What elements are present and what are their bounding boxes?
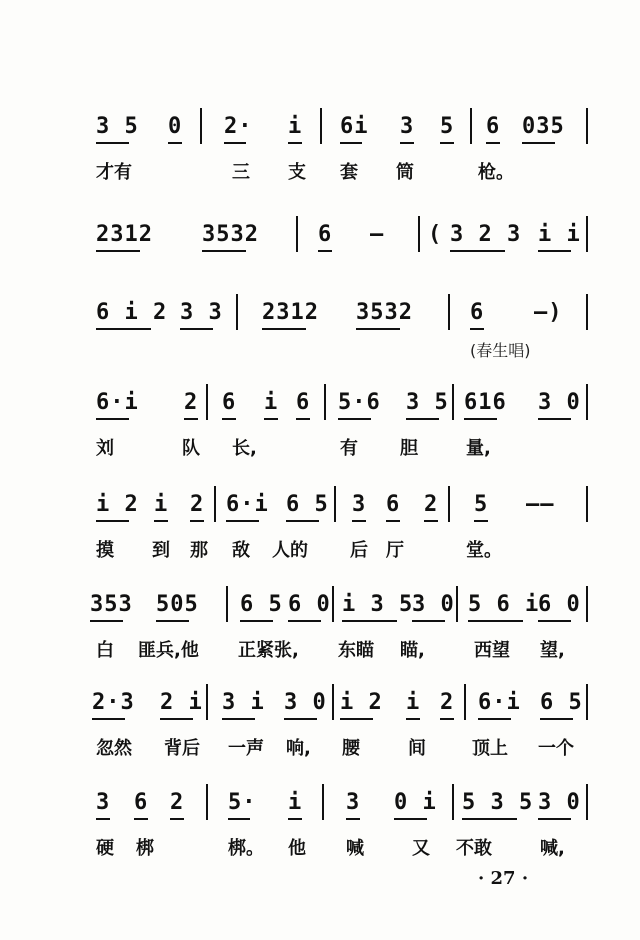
duration-underline bbox=[356, 328, 400, 330]
lyric-syllable: 一声 bbox=[228, 738, 264, 759]
lyrics-line bbox=[0, 434, 640, 462]
bar-line bbox=[226, 586, 228, 622]
notation-line bbox=[0, 676, 640, 722]
lyric-syllable: 摸 bbox=[96, 540, 114, 561]
bar-line bbox=[332, 586, 334, 622]
note-group: 6·i bbox=[478, 690, 521, 715]
note-group: 6 0 bbox=[288, 592, 331, 617]
duration-underline bbox=[170, 818, 184, 820]
lyric-syllable: 敌 bbox=[232, 540, 250, 561]
lyric-syllable: 间 bbox=[408, 738, 426, 759]
duration-underline bbox=[284, 718, 317, 720]
lyrics-line bbox=[0, 536, 640, 564]
note-group: 3532 bbox=[356, 300, 413, 325]
duration-underline bbox=[222, 718, 255, 720]
duration-underline bbox=[202, 250, 246, 252]
duration-underline bbox=[464, 418, 497, 420]
duration-underline bbox=[400, 142, 414, 144]
duration-underline bbox=[440, 142, 454, 144]
lyric-syllable: 三 bbox=[232, 162, 250, 183]
bar-line bbox=[456, 586, 458, 622]
lyric-syllable: 硬 bbox=[96, 838, 114, 859]
bar-line bbox=[332, 684, 334, 720]
note-group: — bbox=[370, 222, 385, 247]
note-group: i bbox=[288, 114, 303, 139]
lyric-syllable: 白 bbox=[96, 640, 114, 661]
duration-underline bbox=[474, 520, 488, 522]
bar-line bbox=[464, 684, 466, 720]
bar-line bbox=[418, 216, 420, 252]
duration-underline bbox=[406, 718, 420, 720]
bar-line bbox=[322, 784, 324, 820]
duration-underline bbox=[412, 620, 445, 622]
bar-line bbox=[448, 294, 450, 330]
duration-underline bbox=[340, 718, 373, 720]
lyric-syllable: 瞄, bbox=[400, 640, 425, 661]
note-group: 2 bbox=[184, 390, 199, 415]
lyric-syllable: 胆 bbox=[400, 438, 418, 459]
duration-underline bbox=[262, 328, 306, 330]
duration-underline bbox=[90, 620, 123, 622]
duration-underline bbox=[538, 250, 571, 252]
duration-underline bbox=[96, 250, 140, 252]
lyric-syllable: 忽然 bbox=[96, 738, 132, 759]
singer-note: (春生唱) bbox=[470, 341, 531, 360]
lyric-syllable: 到 bbox=[152, 540, 170, 561]
lyric-syllable: 顶上 bbox=[472, 738, 508, 759]
note-group: 5 bbox=[440, 114, 455, 139]
note-group: i bbox=[406, 690, 421, 715]
bar-line bbox=[586, 108, 588, 144]
duration-underline bbox=[424, 520, 438, 522]
note-group: 2 bbox=[190, 492, 205, 517]
note-group: 353 bbox=[90, 592, 133, 617]
note-group: 2 bbox=[440, 690, 455, 715]
bar-line bbox=[470, 108, 472, 144]
note-group: 3 bbox=[96, 790, 111, 815]
note-group: 6 bbox=[486, 114, 501, 139]
bar-line bbox=[586, 586, 588, 622]
notation-line bbox=[0, 100, 640, 146]
bar-line bbox=[206, 784, 208, 820]
note-group: —— bbox=[526, 492, 555, 517]
notation-line bbox=[0, 376, 640, 422]
notation-line bbox=[0, 578, 640, 624]
duration-underline bbox=[156, 620, 189, 622]
duration-underline bbox=[228, 818, 250, 820]
lyrics-line bbox=[0, 834, 640, 862]
duration-underline bbox=[96, 328, 151, 330]
note-group: 2·3 bbox=[92, 690, 135, 715]
duration-underline bbox=[340, 142, 362, 144]
lyric-syllable: 支 bbox=[288, 162, 306, 183]
duration-underline bbox=[538, 818, 571, 820]
duration-underline bbox=[450, 250, 505, 252]
duration-underline bbox=[440, 718, 454, 720]
note-group: 6·i bbox=[226, 492, 269, 517]
note-group: —) bbox=[534, 300, 563, 325]
note-group: 6i bbox=[340, 114, 369, 139]
note-group: 5· bbox=[228, 790, 257, 815]
note-group: ( bbox=[428, 222, 443, 247]
duration-underline bbox=[394, 818, 427, 820]
bar-line bbox=[296, 216, 298, 252]
duration-underline bbox=[190, 520, 204, 522]
duration-underline bbox=[288, 818, 302, 820]
duration-underline bbox=[478, 718, 511, 720]
note-group: 6 bbox=[222, 390, 237, 415]
note-group: 2 bbox=[170, 790, 185, 815]
duration-underline bbox=[522, 142, 555, 144]
note-group: 6 bbox=[134, 790, 149, 815]
lyric-syllable: 套 bbox=[340, 162, 358, 183]
duration-underline bbox=[264, 418, 278, 420]
lyric-syllable: 一个 bbox=[538, 738, 574, 759]
duration-underline bbox=[180, 328, 213, 330]
bar-line bbox=[452, 784, 454, 820]
duration-underline bbox=[468, 620, 523, 622]
note-group: i 3 5 bbox=[342, 592, 414, 617]
note-group: 505 bbox=[156, 592, 199, 617]
duration-underline bbox=[224, 142, 246, 144]
lyric-syllable: 有 bbox=[340, 438, 358, 459]
bar-line bbox=[586, 384, 588, 420]
notation-line bbox=[0, 208, 640, 254]
note-group: 3 2 3 bbox=[450, 222, 522, 247]
note-group: 6 bbox=[296, 390, 311, 415]
lyric-syllable: 正紧张, bbox=[238, 640, 299, 661]
note-group: 0 i bbox=[394, 790, 437, 815]
duration-underline bbox=[288, 620, 321, 622]
duration-underline bbox=[406, 418, 439, 420]
duration-underline bbox=[96, 818, 110, 820]
duration-underline bbox=[96, 142, 129, 144]
lyric-syllable: 东瞄 bbox=[338, 640, 374, 661]
note-group: 3 bbox=[352, 492, 367, 517]
note-group: 3 0 bbox=[412, 592, 455, 617]
note-group: 6 5 bbox=[540, 690, 583, 715]
lyric-syllable: 响, bbox=[286, 738, 311, 759]
note-group: 3 0 bbox=[538, 390, 581, 415]
note-group: 3 bbox=[400, 114, 415, 139]
lyric-syllable: 人的 bbox=[272, 540, 308, 561]
duration-underline bbox=[386, 520, 400, 522]
bar-line bbox=[214, 486, 216, 522]
lyric-syllable: 望, bbox=[540, 640, 565, 661]
lyrics-line bbox=[0, 636, 640, 664]
bar-line bbox=[452, 384, 454, 420]
duration-underline bbox=[538, 620, 571, 622]
lyric-syllable: 那 bbox=[190, 540, 208, 561]
lyrics-line bbox=[0, 734, 640, 762]
notation-line bbox=[0, 286, 640, 332]
duration-underline bbox=[240, 620, 273, 622]
note-group: 2312 bbox=[262, 300, 319, 325]
duration-underline bbox=[538, 418, 571, 420]
lyric-syllable: 刘 bbox=[96, 438, 114, 459]
lyric-syllable: 腰 bbox=[342, 738, 360, 759]
duration-underline bbox=[342, 620, 397, 622]
bar-line bbox=[200, 108, 202, 144]
lyrics-line bbox=[0, 158, 640, 186]
bar-line bbox=[206, 684, 208, 720]
duration-underline bbox=[346, 818, 360, 820]
duration-underline bbox=[462, 818, 517, 820]
lyric-syllable: 长, bbox=[232, 438, 257, 459]
note-group: 6 i 2 bbox=[96, 300, 168, 325]
bar-line bbox=[334, 486, 336, 522]
note-group: 3 i bbox=[222, 690, 265, 715]
bar-line bbox=[324, 384, 326, 420]
duration-underline bbox=[286, 520, 319, 522]
bar-line bbox=[320, 108, 322, 144]
note-group: 5·6 bbox=[338, 390, 381, 415]
note-group: 6 bbox=[470, 300, 485, 325]
note-group: 2 bbox=[424, 492, 439, 517]
bar-line bbox=[206, 384, 208, 420]
duration-underline bbox=[160, 718, 193, 720]
duration-underline bbox=[184, 418, 198, 420]
lyric-syllable: 枪。 bbox=[478, 162, 514, 183]
note-group: 3 bbox=[346, 790, 361, 815]
lyric-syllable: 量, bbox=[466, 438, 491, 459]
lyric-syllable: 后 bbox=[350, 540, 368, 561]
note-group: 3532 bbox=[202, 222, 259, 247]
lyric-syllable: 队 bbox=[182, 438, 200, 459]
notation-line bbox=[0, 776, 640, 822]
note-group: i bbox=[288, 790, 303, 815]
lyric-syllable: 西望 bbox=[474, 640, 510, 661]
duration-underline bbox=[96, 520, 129, 522]
lyric-syllable: 堂。 bbox=[466, 540, 502, 561]
note-group: 616 bbox=[464, 390, 507, 415]
lyric-syllable: 喊, bbox=[540, 838, 565, 859]
bar-line bbox=[586, 684, 588, 720]
lyric-syllable: 才有 bbox=[96, 162, 132, 183]
duration-underline bbox=[288, 142, 302, 144]
duration-underline bbox=[92, 718, 125, 720]
lyric-syllable: 厅 bbox=[386, 540, 404, 561]
duration-underline bbox=[338, 418, 371, 420]
note-group: i i bbox=[538, 222, 581, 247]
bar-line bbox=[236, 294, 238, 330]
duration-underline bbox=[96, 418, 129, 420]
note-group: 3 0 bbox=[538, 790, 581, 815]
duration-underline bbox=[134, 818, 148, 820]
note-group: 5 3 5 bbox=[462, 790, 534, 815]
bar-line bbox=[586, 486, 588, 522]
lyric-syllable: 又 bbox=[412, 838, 430, 859]
lyric-syllable: 梆。 bbox=[228, 838, 264, 859]
note-group: 6 5 bbox=[286, 492, 329, 517]
note-group: 3 3 bbox=[180, 300, 223, 325]
note-group: i 2 bbox=[96, 492, 139, 517]
duration-underline bbox=[352, 520, 366, 522]
duration-underline bbox=[154, 520, 168, 522]
note-group: 0 bbox=[168, 114, 183, 139]
note-group: 2· bbox=[224, 114, 253, 139]
duration-underline bbox=[540, 718, 573, 720]
note-group: 6 5 bbox=[240, 592, 283, 617]
bar-line bbox=[586, 784, 588, 820]
note-group: 3 5 bbox=[96, 114, 139, 139]
bar-line bbox=[586, 216, 588, 252]
duration-underline bbox=[222, 418, 236, 420]
note-group: 5 bbox=[474, 492, 489, 517]
notation-line bbox=[0, 478, 640, 524]
bar-line bbox=[586, 294, 588, 330]
lyric-syllable: 喊 bbox=[346, 838, 364, 859]
note-group: i 2 bbox=[340, 690, 383, 715]
lyric-syllable: 不敢 bbox=[456, 838, 492, 859]
note-group: 6 bbox=[386, 492, 401, 517]
page-number: · 27 · bbox=[478, 868, 529, 889]
note-group: 6·i bbox=[96, 390, 139, 415]
note-group: 5 6 i bbox=[468, 592, 540, 617]
note-group: 2 i bbox=[160, 690, 203, 715]
bar-line bbox=[448, 486, 450, 522]
note-group: i bbox=[154, 492, 169, 517]
lyric-syllable: 筒 bbox=[396, 162, 414, 183]
lyric-syllable: 梆 bbox=[136, 838, 154, 859]
duration-underline bbox=[296, 418, 310, 420]
note-group: 6 bbox=[318, 222, 333, 247]
lyric-syllable: 他 bbox=[288, 838, 306, 859]
duration-underline bbox=[470, 328, 484, 330]
duration-underline bbox=[168, 142, 182, 144]
note-group: 035 bbox=[522, 114, 565, 139]
note-group: 6 0 bbox=[538, 592, 581, 617]
note-group: 3 0 bbox=[284, 690, 327, 715]
lyric-syllable: 背后 bbox=[164, 738, 200, 759]
duration-underline bbox=[486, 142, 500, 144]
note-group: 3 5 bbox=[406, 390, 449, 415]
lyric-syllable: 匪兵,他 bbox=[138, 640, 199, 661]
duration-underline bbox=[226, 520, 259, 522]
note-group: 2312 bbox=[96, 222, 153, 247]
note-group: i bbox=[264, 390, 279, 415]
duration-underline bbox=[318, 250, 332, 252]
